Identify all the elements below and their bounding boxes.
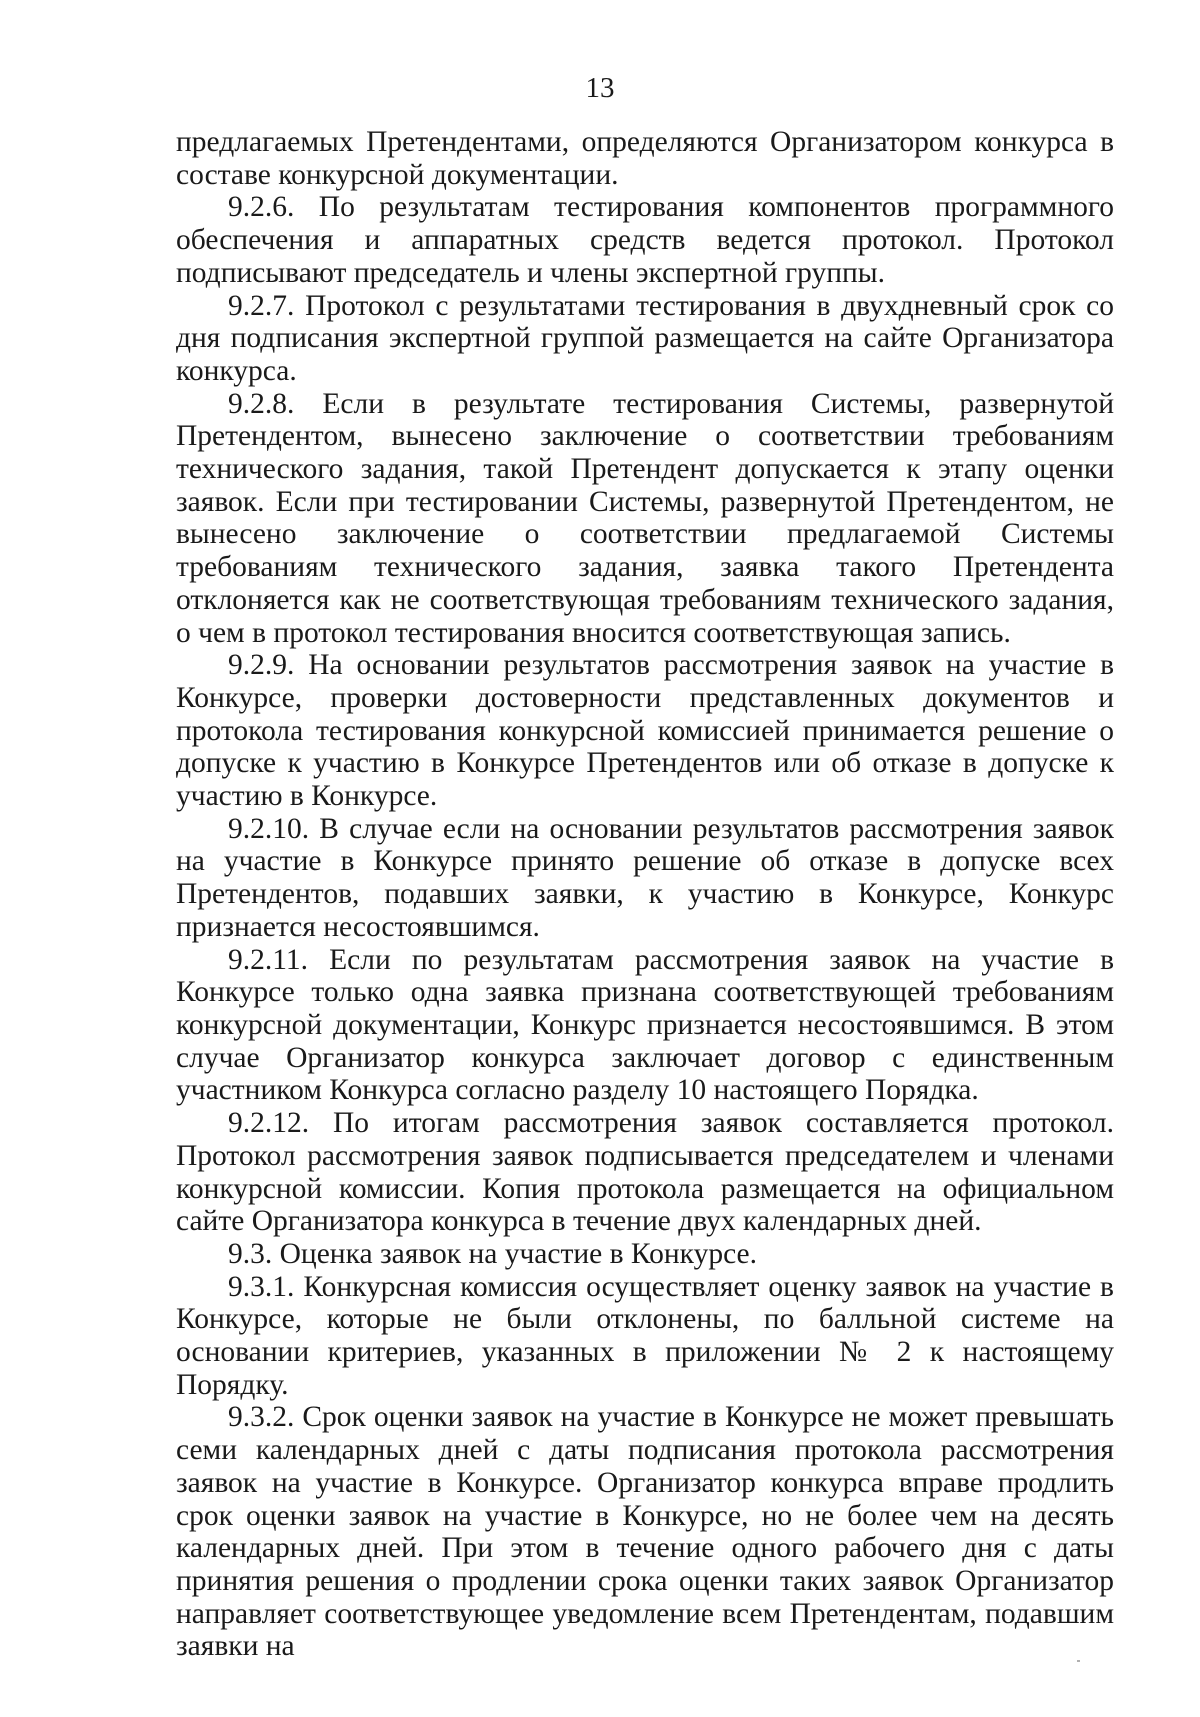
section-heading-9-3: 9.3. Оценка заявок на участие в Конкурсе. [228, 1237, 758, 1270]
paragraph-9-2-11: 9.2.11. Если по результатам рассмотрения заявок на участие в Конкурсе только одна заявка признана соответствующей требованиям конкурсной документации, Конкурс признается несостоявшимся. В этом случае Организатор конкурса заключает договор с единственным участником Конкурса согласно разделу 10 настоящего Порядка. [176, 943, 1114, 1107]
paragraph-9-2-6: 9.2.6. По результатам тестирования компонентов программного обеспечения и аппаратных средств ведется протокол. Протокол подписывают председатель и члены экспертной группы. [176, 191, 1114, 289]
paragraph-9-2-8: 9.2.8. Если в результате тестирования Системы, развернутой Претендентом, вынесено заключение о соответствии требованиям технического задания, такой Претендент допускается к этапу оценки заявок. Если при тестировании Системы, развернутой Претендентом, не вынесено заключение о соответствии предлагаемой Системы требованиям технического задания, заявка такого Претендента отклоняется как не соответствующая требованиям технического задания, о чем в протокол тестирования вносится соответствующая запись. [176, 387, 1114, 649]
paragraph-9-3-1: 9.3.1. Конкурсная комиссия осуществляет оценку заявок на участие в Конкурсе, которые не были отклонены, по балльной системе на основании критериев, указанных в приложении № 2 к настоящему Порядку. [176, 1270, 1114, 1401]
scan-speck [1077, 1660, 1080, 1662]
page-number: 13 [585, 72, 615, 104]
document-body [176, 126, 1114, 1663]
paragraph-9-3-2: 9.3.2. Срок оценки заявок на участие в Конкурсе не может превышать семи календарных дней с даты подписания протокола рассмотрения заявок на участие в Конкурсе. Организатор конкурса вправе продлить срок оценки заявок на участие в Конкурсе, но не более чем на десять календарных дней. При этом в течение одного рабочего дня с даты принятия решения о продлении срока оценки таких заявок Организатор направляет соответствующее уведомление всем Претендентам, подавшим заявки на [176, 1401, 1114, 1663]
paragraph-9-2-10: 9.2.10. В случае если на основании результатов рассмотрения заявок на участие в Конкурсе принято решение об отказе в допуске всех Претендентов, подавших заявки, к участию в Конкурсе, Конкурс признается несостоявшимся. [176, 812, 1114, 943]
paragraph-continuation: предлагаемых Претендентами, определяются Организатором конкурса в составе конкурсной документации. [176, 126, 1114, 191]
paragraph-9-2-12: 9.2.12. По итогам рассмотрения заявок составляется протокол. Протокол рассмотрения заявок подписывается председателем и членами конкурсной комиссии. Копия протокола размещается на официальном сайте Организатора конкурса в течение двух календарных дней. [176, 1107, 1114, 1238]
paragraph-9-2-9: 9.2.9. На основании результатов рассмотрения заявок на участие в Конкурсе, проверки достоверности представленных документов и протокола тестирования конкурсной комиссией принимается решение о допуске к участию в Конкурсе Претендентов или об отказе в допуске к участию в Конкурсе. [176, 649, 1114, 813]
paragraph-9-2-7: 9.2.7. Протокол с результатами тестирования в двухдневный срок со дня подписания экспертной группой размещается на сайте Организатора конкурса. [176, 289, 1114, 387]
